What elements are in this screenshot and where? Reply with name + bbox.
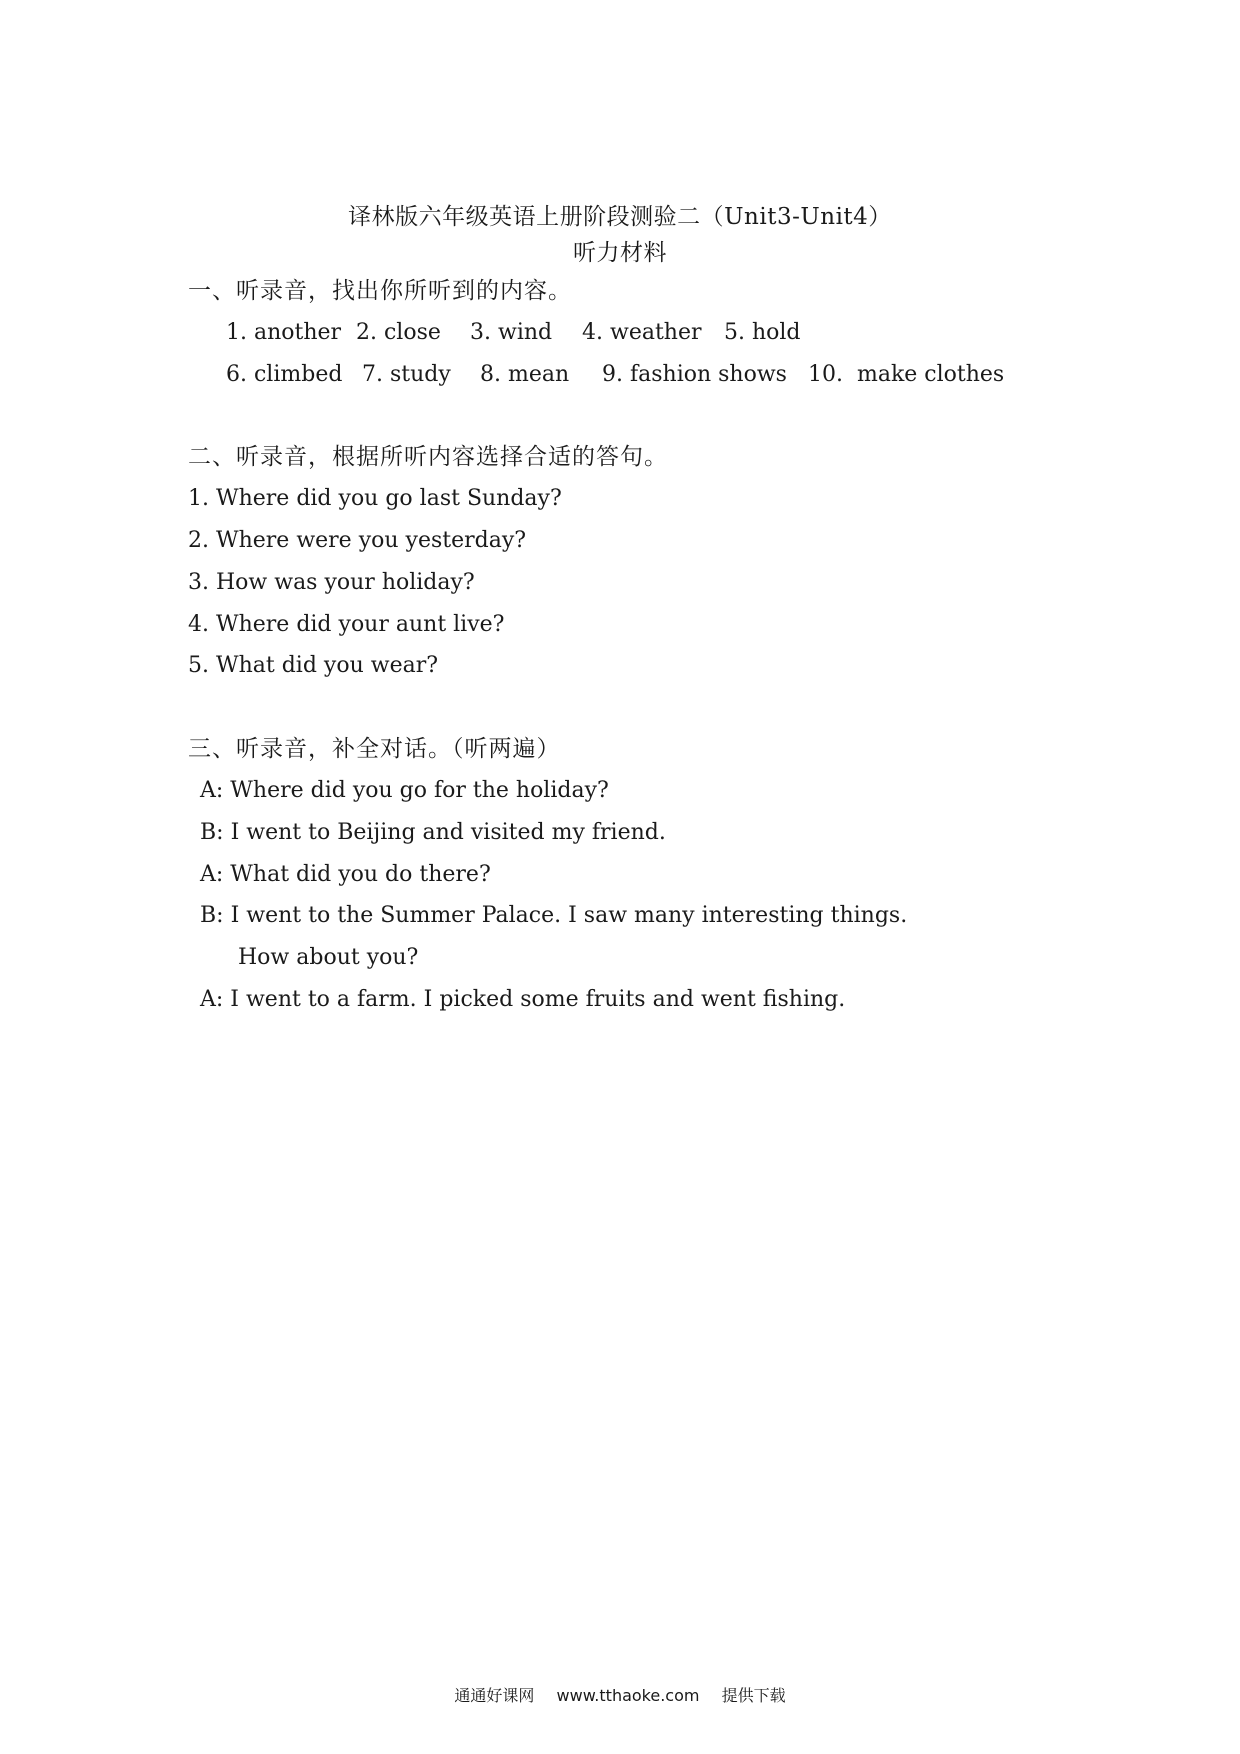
document-subtitle: 听力材料 (573, 240, 667, 266)
question-item: 4. Where did your aunt live? (188, 612, 505, 637)
dialogue-line: A: I went to a farm. I picked some fruits and went fishing. (200, 987, 846, 1012)
word-item: 3. wind (470, 320, 553, 345)
dialogue-line: A: Where did you go for the holiday? (200, 778, 609, 803)
question-item: 2. Where were you yesterday? (188, 528, 527, 553)
question-item: 1. Where did you go last Sunday? (188, 486, 562, 511)
dialogue-line: How about you? (238, 945, 419, 970)
dialogue-line: B: I went to Beijing and visited my friend. (200, 820, 666, 845)
section-2-heading: 二、听录音，根据所听内容选择合适的答句。 (188, 444, 668, 470)
page-footer: 通通好课网 www.tthaoke.com 提供下载 (454, 1686, 786, 1705)
word-item: 6. climbed (226, 362, 343, 387)
dialogue-line: A: What did you do there? (200, 862, 491, 887)
word-item: 10. make clothes (808, 362, 1005, 387)
word-item: 5. hold (724, 320, 801, 345)
word-item: 4. weather (582, 320, 702, 345)
section-3-heading: 三、听录音，补全对话。（听两遍） (188, 736, 561, 762)
question-item: 5. What did you wear? (188, 653, 439, 678)
section-1-heading: 一、听录音，找出你所听到的内容。 (188, 278, 572, 304)
dialogue-line: B: I went to the Summer Palace. I saw many interesting things. (200, 903, 908, 928)
word-item: 1. another (226, 320, 342, 345)
word-item: 8. mean (480, 362, 570, 387)
document-title: 译林版六年级英语上册阶段测验二（Unit3-Unit4） (348, 204, 892, 230)
question-item: 3. How was your holiday? (188, 570, 475, 595)
word-item: 7. study (362, 362, 451, 387)
word-item: 9. fashion shows (602, 362, 787, 387)
word-item: 2. close (356, 320, 441, 345)
